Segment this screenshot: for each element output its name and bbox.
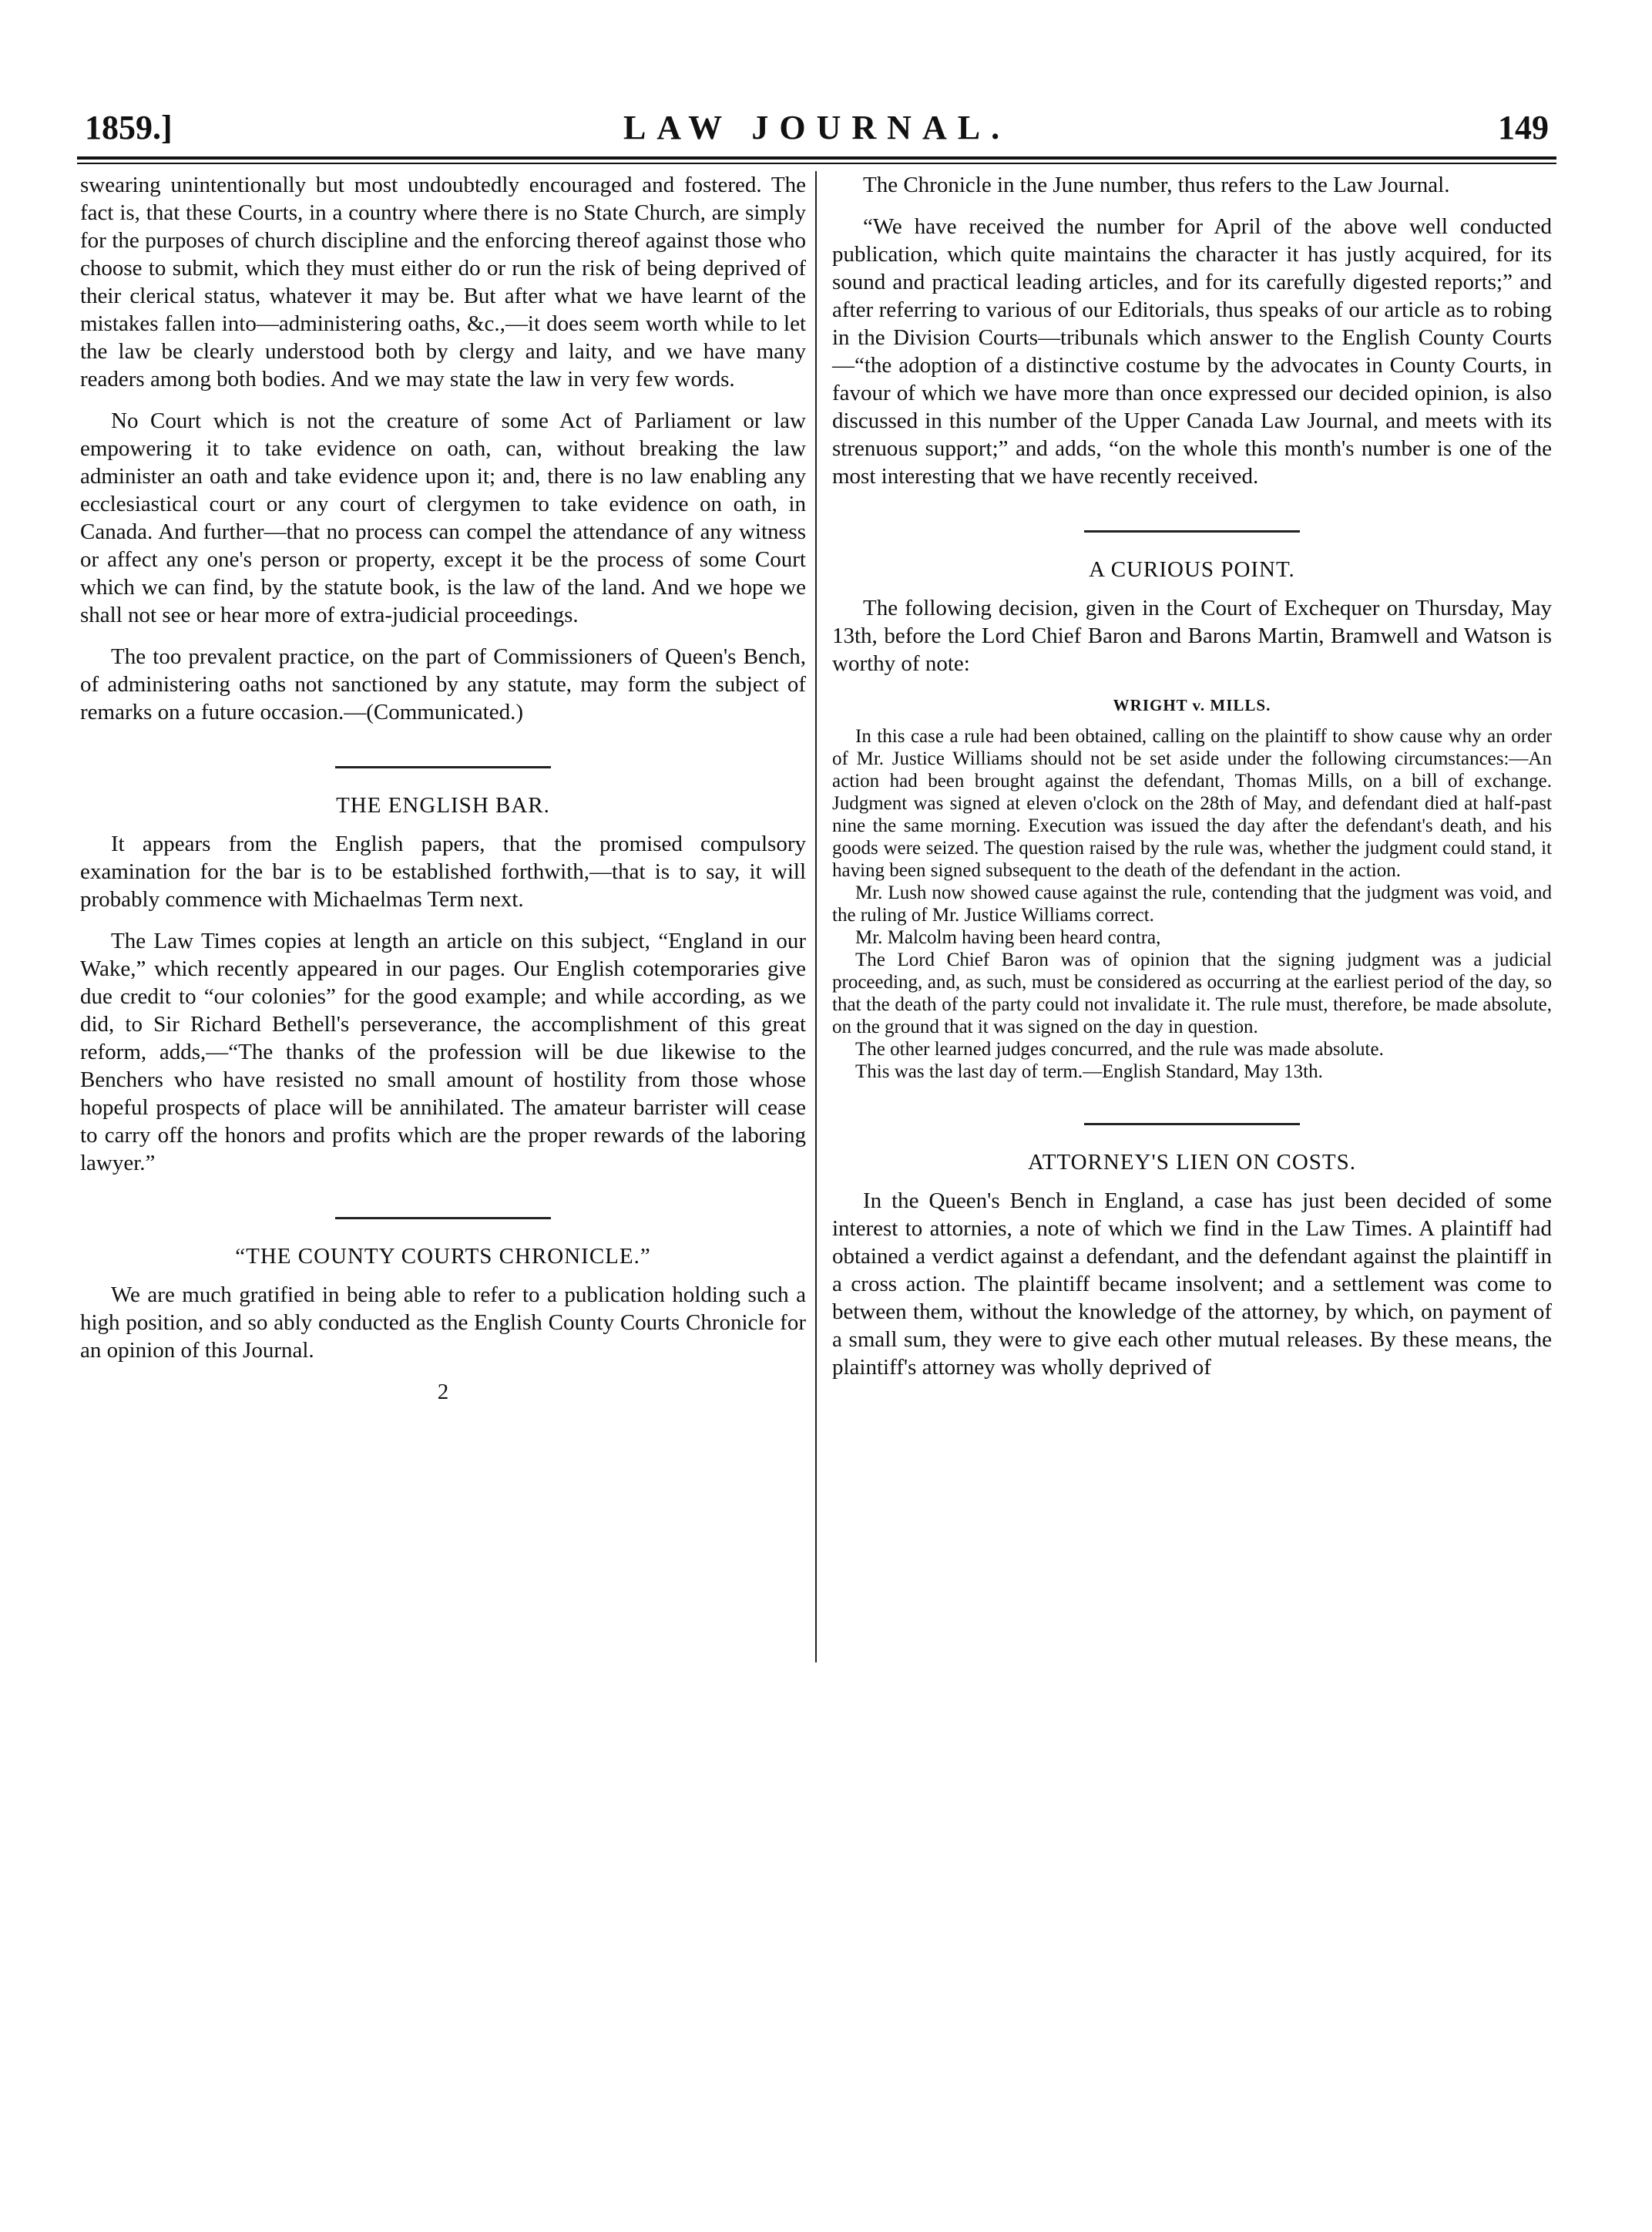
case-report bbox=[832, 725, 1552, 1083]
paragraph: “We have received the number for April of the above well conducted publication, which quite maintains the character it has justly acquired, for its sound and practical leading articles, and for its carefully digested reports;” and after referring to various of our Editorials, thus speaks of our article as to robing in the Division Courts—tribunals which answer to the English County Courts—“the adoption of a distinctive costume by the advocates in County Courts, in favour of which we have more than once expressed our decided opinion, is also discussed in this number of the Upper Canada Law Journal, and meets with its strenuous support;” and adds, “on the whole this month's number is one of the most interesting that we have recently received. bbox=[832, 214, 1552, 489]
header-year: 1859.] bbox=[85, 109, 173, 146]
section-divider bbox=[1084, 1123, 1300, 1125]
header-rule-thin bbox=[77, 163, 1556, 164]
page-number: 149 bbox=[1498, 109, 1549, 146]
case-title: WRIGHT v. MILLS. bbox=[1113, 696, 1271, 714]
paragraph: The too prevalent practice, on the part of Commissioners of Queen's Bench, of administering oaths not sanctioned by any statute, may form the subject of remarks on a future occasion.—(Communicated.) bbox=[80, 644, 806, 724]
paragraph: It appears from the English papers, that the promised compulsory examination for the bar is to be established forthwith,—that is to say, it will probably commence with Michaelmas Term next. bbox=[80, 832, 806, 912]
case-paragraph: In this case a rule had been obtained, calling on the plaintiff to show cause why an order of Mr. Justice Williams should not be set aside under the following circumstances:—An action had been brought against the defendant, Thomas Mills, on a bill of exchange. Judgment was signed at eleven o'clock on the 28th of May, and defendant died at half-past nine the same morning. Execution was issued the day after the defendant's death, and his goods were seized. The question raised by the rule was, whether the judgment could stand, it having been signed subsequent to the death of the defendant in the action. bbox=[832, 726, 1552, 881]
paragraph: The Law Times copies at length an article on this subject, “England in our Wake,” which recently appeared in our pages. Our English cotemporaries give due credit to “our colonies” for the good example; and while according, as we did, to Sir Richard Bethell's perseverance, the accomplishment of this great reform, adds,—“The thanks of the profession will be due likewise to the Benchers who have resisted no small amount of hostility from those whose hopeful prospects of place will be annihilated. The amateur barrister will cease to carry off the honors and profits which are the proper rewards of the laboring lawyer.” bbox=[80, 929, 806, 1175]
header-rule-thick bbox=[77, 156, 1556, 160]
paragraph: swearing unintentionally but most undoubtedly encouraged and fostered. The fact is, that these Courts, in a country where there is no State Church, are simply for the purposes of church discipline and the enforcing thereof against those who choose to submit, which they must either do or run the risk of being deprived of their clerical status, whatever it may be. But after what we have learnt of the mistakes fallen into—administering oaths, &c.,—it does seem worth while to let the law be clearly understood both by clergy and laity, and we have many readers among both bodies. And we may state the law in very few words. bbox=[80, 173, 806, 392]
signature-mark: 2 bbox=[437, 1380, 449, 1404]
paragraph: The following decision, given in the Court of Exchequer on Thursday, May 13th, before the Lord Chief Baron and Barons Martin, Bramwell and Watson is worthy of note: bbox=[832, 596, 1552, 676]
case-paragraph: The Lord Chief Baron was of opinion that the signing judgment was a judicial proceeding, and, as such, must be considered as occurring at the earliest period of the day, so that the death of the party could not invalidate it. The rule must, therefore, be made absolute, on the ground that it was signed on the day in question. bbox=[832, 950, 1552, 1037]
paragraph: The Chronicle in the June number, thus refers to the Law Journal. bbox=[863, 173, 1450, 197]
case-paragraph: Mr. Lush now showed cause against the rule, contending that the judgment was void, and the ruling of Mr. Justice Williams correct. bbox=[832, 882, 1552, 926]
section-heading: THE ENGLISH BAR. bbox=[336, 793, 550, 818]
section-divider bbox=[1084, 530, 1300, 533]
section-divider bbox=[335, 1217, 551, 1219]
case-paragraph: This was the last day of term.—English Standard, May 13th. bbox=[855, 1061, 1323, 1082]
section-divider bbox=[335, 766, 551, 768]
section-heading: ATTORNEY'S LIEN ON COSTS. bbox=[1027, 1150, 1357, 1175]
section-heading: “THE COUNTY COURTS CHRONICLE.” bbox=[235, 1244, 651, 1269]
left-column bbox=[80, 171, 806, 1406]
section-heading: A CURIOUS POINT. bbox=[1089, 557, 1295, 582]
paragraph: No Court which is not the creature of some Act of Parliament or law empowering it to take evidence on oath, can, without breaking the law administer an oath and take evidence upon it; and, there is no law enabling any ecclesiastical court or any court of clergymen to take evidence on oath, in Canada. And further—that no process can compel the attendance of any witness or affect any one's person or property, except it be the process of some Court which we can find, by the statute book, is the law of the land. And we hope we shall not see or hear more of extra-judicial proceedings. bbox=[80, 408, 806, 627]
column-divider bbox=[815, 171, 817, 1662]
running-header bbox=[77, 108, 1556, 154]
right-column bbox=[832, 171, 1552, 1395]
journal-title: LAW JOURNAL. bbox=[623, 109, 1011, 146]
paragraph: In the Queen's Bench in England, a case has just been decided of some interest to attornies, a note of which we find in the Law Times. A plaintiff had obtained a verdict against a defendant, and the defendant against the plaintiff in a cross action. The plaintiff became insolvent; and a settlement was come to between them, without the knowledge of the attorney, by which, on payment of a small sum, they were to give each other mutual releases. By these means, the plaintiff's attorney was wholly deprived of bbox=[832, 1188, 1552, 1380]
case-paragraph: Mr. Malcolm having been heard contra, bbox=[855, 927, 1161, 948]
paragraph: We are much gratified in being able to refer to a publication holding such a high position, and so ably conducted as the English County Courts Chronicle for an opinion of this Journal. bbox=[80, 1282, 806, 1363]
case-paragraph: The other learned judges concurred, and the rule was made absolute. bbox=[855, 1039, 1384, 1060]
